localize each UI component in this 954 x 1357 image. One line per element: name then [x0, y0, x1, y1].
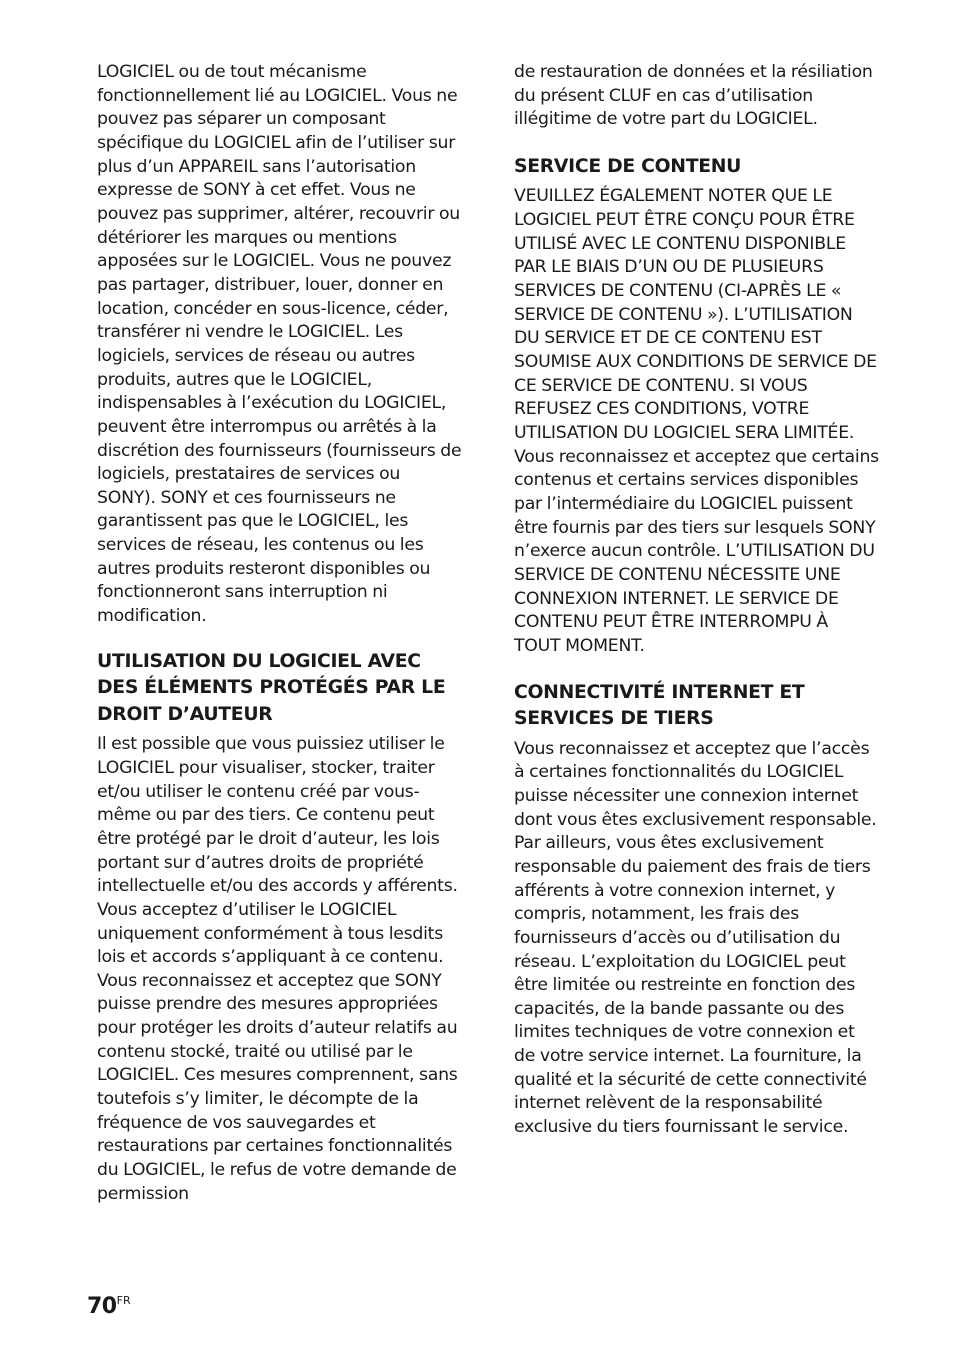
section-heading-connectivity: CONNECTIVITÉ INTERNET ET SERVICES DE TIERS [514, 681, 805, 730]
section-heading-content-service: SERVICE DE CONTENU [514, 155, 742, 177]
body-paragraph-content-service: VEUILLEZ ÉGALEMENT NOTER QUE LE LOGICIEL PEUT ÊTRE CONÇU POUR ÊTRE UTILISÉ AVEC LE CONTENU DISPONIBLE PAR LE BIAIS D’UN OU DE PLUSIEURS SERVICES DE CONTENU (CI-APRÈS LE « SERVICE DE CONTENU »). L’UTILISATION DU SERVICE ET DE CE CONTENU EST SOUMISE AUX CONDITIONS DE SERVICE DE CE SERVICE DE CONTENU. SI VOUS REFUSEZ CES CONDITIONS, VOTRE UTILISATION DU LOGICIEL SERA LIMITÉE. Vous reconnaissez et acceptez que certains contenus et certains services disponibles par l’intermédiaire du LOGICIEL puissent être fournis par des tiers sur lesquels SONY n’exerce aucun contrôle. L’UTILISATION DU SERVICE DE CONTENU NÉCESSITE UNE CONNEXION INTERNET. LE SERVICE DE CONTENU PEUT ÊTRE INTERROMPU À TOUT MOMENT. [514, 186, 879, 656]
page-number: 70 [87, 1294, 117, 1319]
right-column [514, 61, 879, 1140]
page-footer [87, 1294, 131, 1319]
body-paragraph-continuation: de restauration de données et la résiliation du présent CLUF en cas d’utilisation illégitime de votre part du LOGICIEL. [514, 62, 873, 130]
body-paragraph-connectivity: Vous reconnaissez et acceptez que l’accès à certaines fonctionnalités du LOGICIEL puisse nécessiter une connexion internet dont vous êtes exclusivement responsable. Par ailleurs, vous êtes exclusivement responsable du paiement des frais de tiers afférents à votre connexion internet, y compris, notamment, les frais des fournisseurs d’accès ou d’utilisation du réseau. L’exploitation du LOGICIEL peut être limitée ou restreinte en fonction des capacités, de la bande passante ou des limites techniques de votre connexion et de votre service internet. La fourniture, la qualité et la sécurité de cette connectivité internet relèvent de la responsabilité exclusive du tiers fournissant le service. [514, 738, 877, 1138]
body-paragraph-software-restrictions: LOGICIEL ou de tout mécanisme fonctionnellement lié au LOGICIEL. Vous ne pouvez pas séparer un composant spécifique du LOGICIEL afin de l’utiliser sur plus d’un APPAREIL sans l’autorisation expresse de SONY à cet effet. Vous ne pouvez pas supprimer, altérer, recouvrir ou détériorer les marques ou mentions apposées sur le LOGICIEL. Vous ne pouvez pas partager, distribuer, louer, donner en location, concéder en sous-licence, céder, transférer ni vendre le LOGICIEL. Les logiciels, services de réseau ou autres produits, autres que le LOGICIEL, indispensables à l’exécution du LOGICIEL, peuvent être interrompus ou arrêtés à la discrétion des fournisseurs (fournisseurs de logiciels, prestataires de services ou SONY). SONY et ces fournisseurs ne garantissent pas que le LOGICIEL, les services de réseau, les contenus ou les autres produits resteront disponibles ou fonctionneront sans interruption ni modification. [97, 62, 462, 627]
left-column [97, 61, 462, 1206]
language-code: FR [116, 1294, 131, 1307]
section-heading-copyright: UTILISATION DU LOGICIEL AVEC DES ÉLÉMENTS PROTÉGÉS PAR LE DROIT D’AUTEUR [97, 650, 446, 725]
body-paragraph-copyright: Il est possible que vous puissiez utiliser le LOGICIEL pour visualiser, stocker, traiter et/ou utiliser le contenu créé par vous-même ou par des tiers. Ce contenu peut être protégé par le droit d’auteur, les lois portant sur d’autres droits de propriété intellectuelle et/ou des accords y afférents. Vous acceptez d’utiliser le LOGICIEL uniquement conformément à tous lesdits lois et accords s’appliquant à ce contenu. Vous reconnaissez et acceptez que SONY puisse prendre des mesures appropriées pour protéger les droits d’auteur relatifs au contenu stocké, traité ou utilisé par le LOGICIEL. Ces mesures comprennent, sans toutefois s’y limiter, le décompte de la fréquence de vos sauvegardes et restaurations par certaines fonctionnalités du LOGICIEL, le refus de votre demande de permission [97, 734, 458, 1204]
